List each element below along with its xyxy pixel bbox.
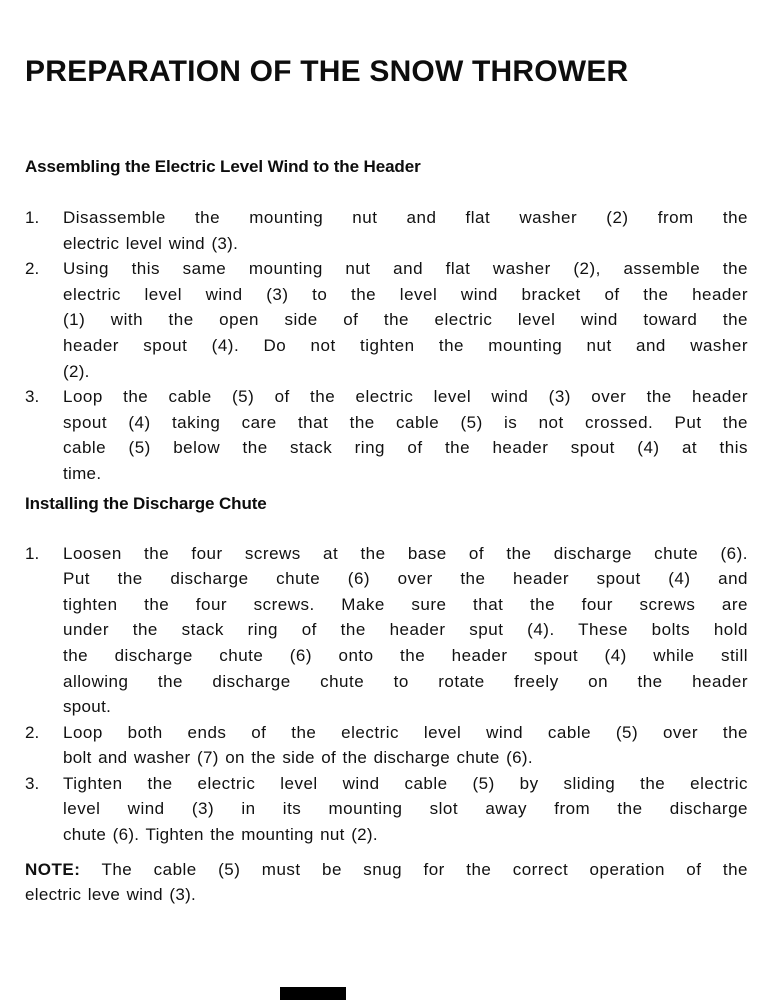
list-item-number: 2. [25, 259, 40, 279]
text-line: time. [63, 463, 102, 483]
text-line: electric level wind (3) to the level wind bracket of the header [63, 284, 748, 304]
list-item-number: 3. [25, 773, 40, 793]
page-title: PREPARATION OF THE SNOW THROWER [25, 55, 629, 88]
text-line: Disassemble the mounting nut and flat washer (2) from the [63, 208, 748, 227]
list-item-text [63, 771, 748, 848]
list-item-number: 2. [25, 722, 40, 742]
list-item-number: 3. [25, 387, 40, 407]
text-line: electric level wind (3). [63, 233, 239, 253]
list-item-number: 1. [25, 208, 40, 227]
text-line: Loop the cable (5) of the electric level wind (3) over the header [63, 387, 748, 407]
list-item-text [63, 384, 748, 486]
ordered-list-installing [25, 541, 748, 848]
ordered-list-assembling [25, 205, 748, 487]
text-line: level wind (3) in its mounting slot away from the discharge [63, 799, 748, 819]
list-item-text [63, 256, 748, 384]
text-line: Tighten the electric level wind cable (5) by sliding the electric [63, 773, 748, 793]
scan-artifact [280, 987, 346, 1000]
text-line: Using this same mounting nut and flat washer (2), assemble the [63, 259, 748, 279]
text-line: Loosen the four screws at the base of the discharge chute (6). [63, 543, 748, 563]
list-item [25, 720, 748, 771]
text-line: bolt and washer (7) on the side of the discharge chute (6). [63, 748, 533, 768]
text-line: spout (4) taking care that the cable (5) is not crossed. Put the [63, 412, 748, 432]
note-first-line [25, 857, 748, 883]
note-label: NOTE: [25, 859, 81, 879]
text-line: the discharge chute (6) onto the header spout (4) while still [63, 645, 748, 665]
text-line: Loop both ends of the electric level wind cable (5) over the [63, 722, 748, 742]
list-item [25, 384, 748, 486]
note-block [25, 857, 748, 908]
text-line: tighten the four screws. Make sure that the four screws are [63, 594, 748, 614]
note-text: The cable (5) must be snug for the correct operation of the [80, 859, 748, 879]
list-item [25, 541, 748, 720]
list-item-text [63, 541, 748, 720]
text-line: spout. [63, 697, 112, 717]
text-line: (2). [63, 361, 90, 381]
text-line: header spout (4). Do not tighten the mounting nut and washer [63, 335, 748, 355]
text-line: allowing the discharge chute to rotate freely on the header [63, 671, 748, 691]
text-line: (1) with the open side of the electric level wind toward the [63, 310, 748, 330]
list-item [25, 771, 748, 848]
section-heading-assembling-level-wind: Assembling the Electric Level Wind to the Header [25, 157, 421, 176]
text-line: under the stack ring of the header sput (4). These bolts hold [63, 620, 748, 640]
list-item-text [63, 720, 748, 771]
list-item-number: 1. [25, 543, 40, 563]
list-item [25, 205, 748, 256]
list-item [25, 256, 748, 384]
text-line: Put the discharge chute (6) over the header spout (4) and [63, 569, 748, 589]
list-item-text [63, 205, 748, 256]
note-second-line: electric leve wind (3). [25, 885, 197, 905]
text-line: cable (5) below the stack ring of the header spout (4) at this [63, 438, 748, 458]
section-heading-installing-chute: Installing the Discharge Chute [25, 493, 267, 513]
text-line: chute (6). Tighten the mounting nut (2). [63, 825, 378, 845]
